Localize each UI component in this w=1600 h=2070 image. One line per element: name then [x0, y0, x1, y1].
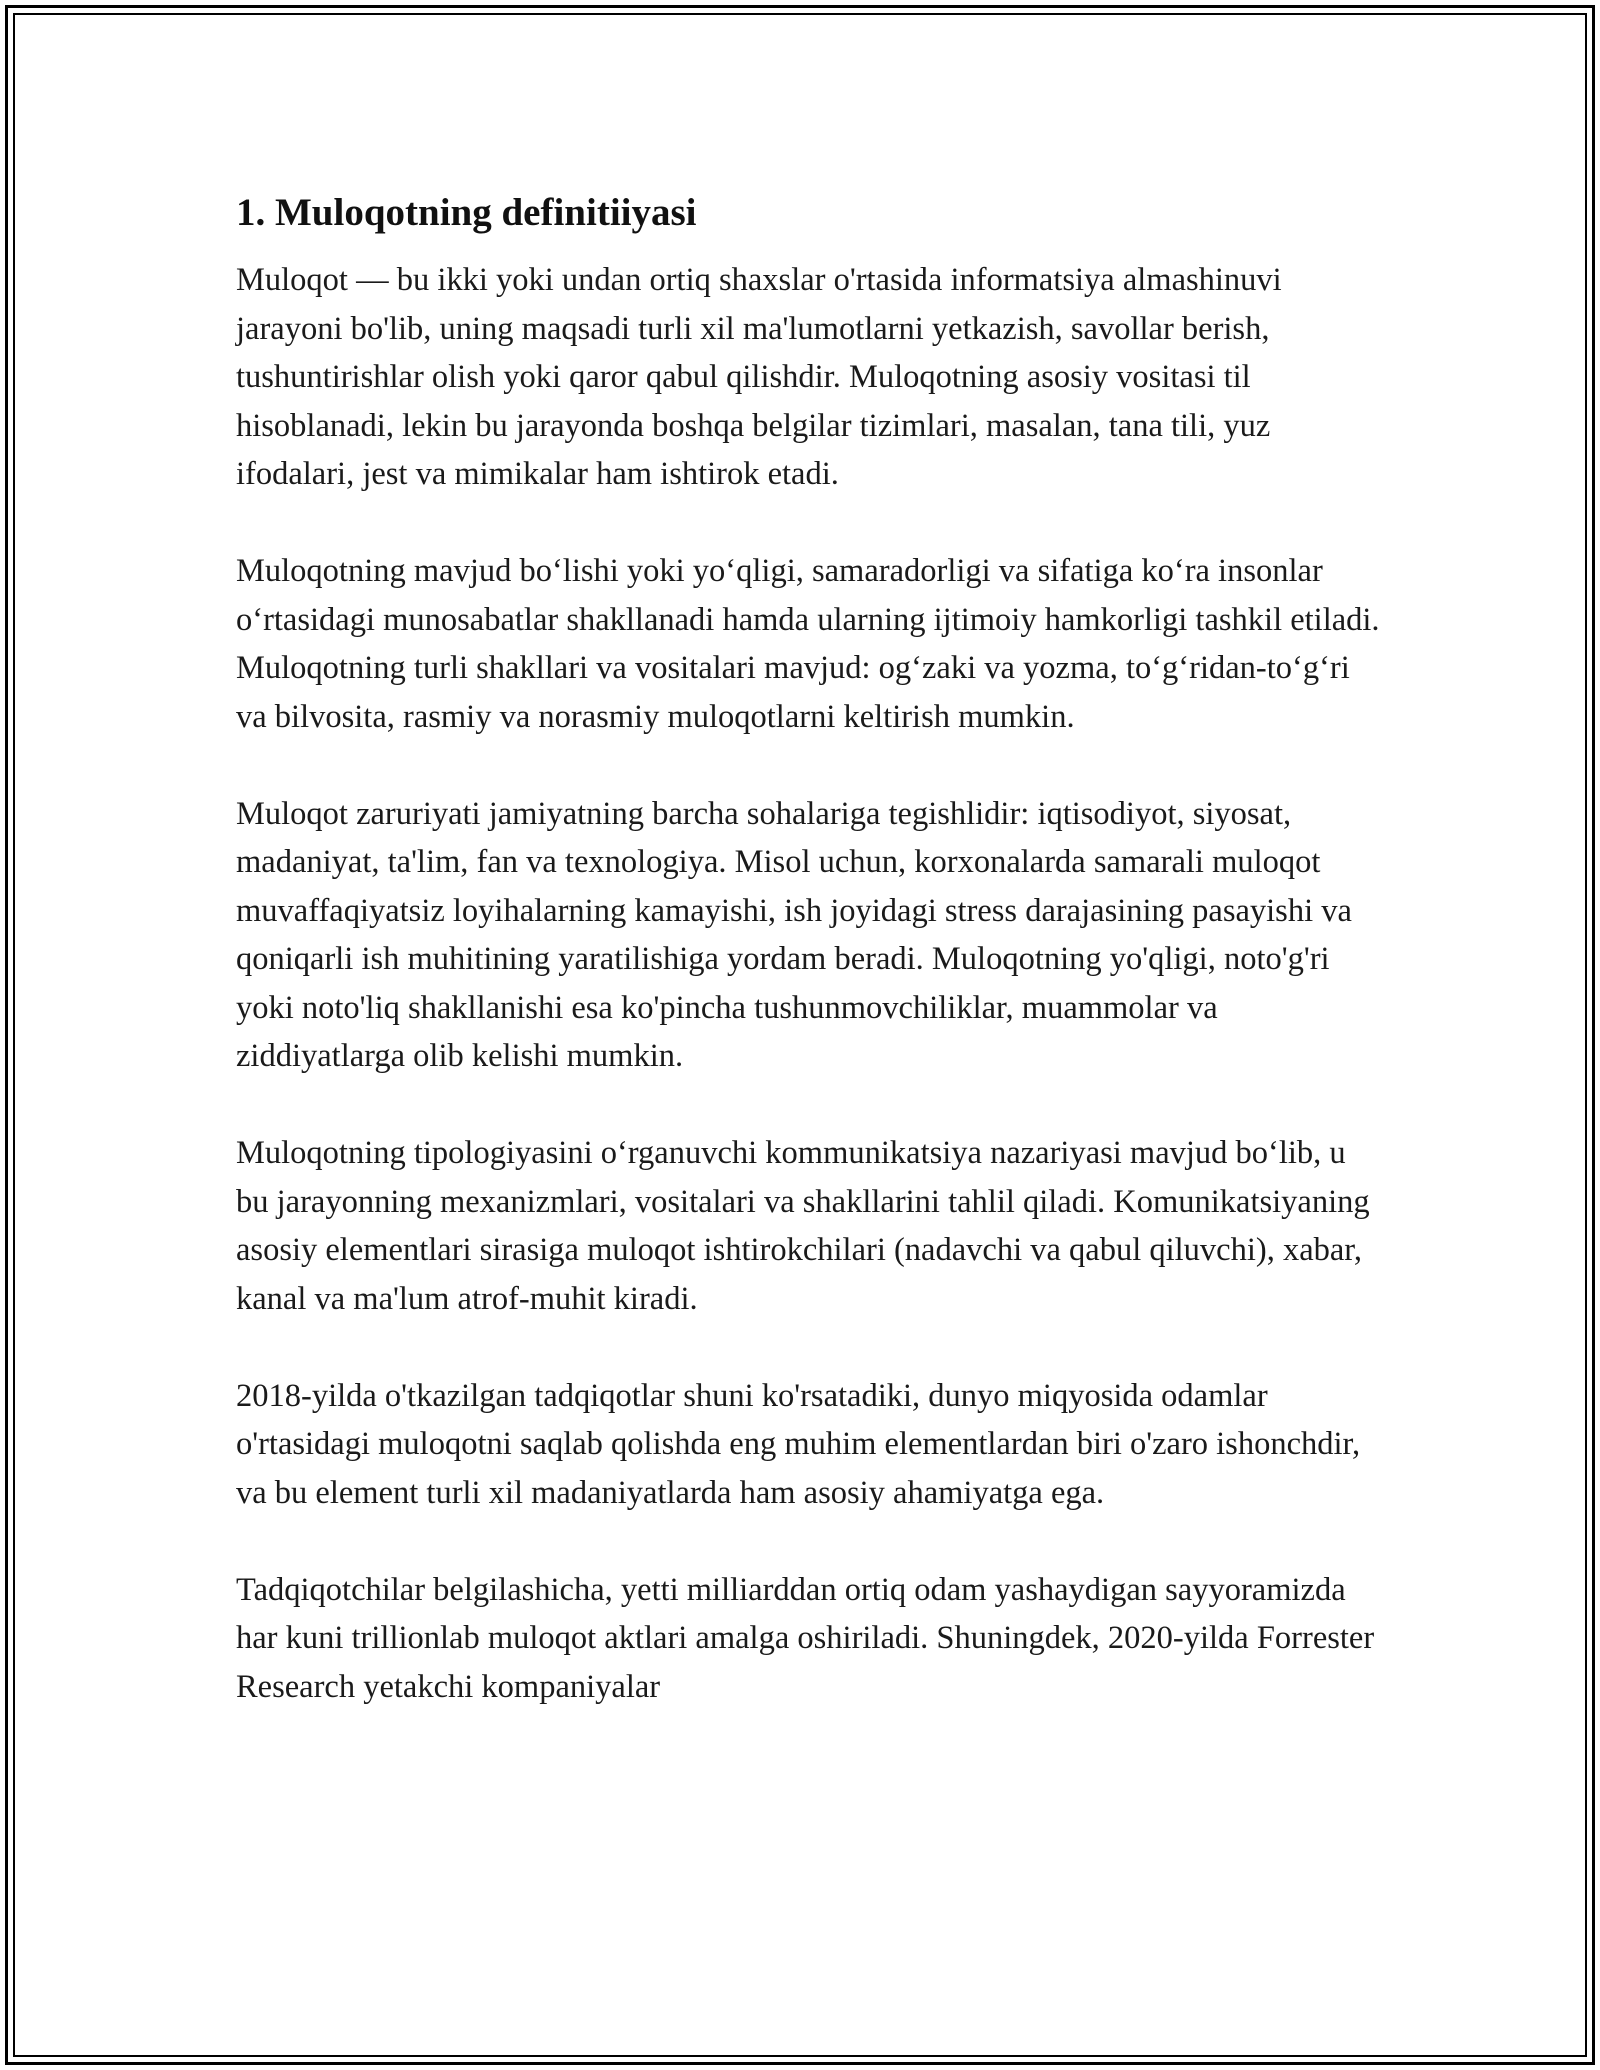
document-body — [236, 184, 1386, 1760]
paragraph-theory: Muloqotning tipologiyasini o‘rganuvchi kommunikatsiya nazariyasi mavjud bo‘lib, u bu jarayonning mexanizmlari, vositalari va shakllarini tahlil qiladi. Komunikatsiyaning asosiy elementlari sirasiga muloqot ishtirokchilari (nadavchi va qabul qiluvchi), xabar, kanal va ma'lum atrof-muhit kiradi. — [236, 1135, 1370, 1317]
paragraph-research-2018: 2018-yilda o'tkazilgan tadqiqotlar shuni ko'rsatadiki, dunyo miqyosida odamlar o'rtasidagi muloqotni saqlab qolishda eng muhim elementlardan biri o'zaro ishonchdir, va bu element turli xil madaniyatlarda ham asosiy ahamiyatga ega. — [236, 1377, 1361, 1511]
paragraph-definition: Muloqot — bu ikki yoki undan ortiq shaxslar o'rtasida informatsiya almashinuvi jarayoni bo'lib, uning maqsadi turli xil ma'lumotlarni yetkazish, savollar berish, tushuntirishlar olish yoki qaror qabul qilishdir. Muloqotning asosiy vositasi til hisoblanadi, lekin bu jarayonda boshqa belgilar tizimlari, masalan, tana tili, yuz ifodalari, jest va mimikalar ham ishtirok etadi. — [236, 262, 1282, 492]
section-heading: 1. Muloqotning definitiiyasi — [236, 191, 697, 234]
paragraph-research-2020: Tadqiqotchilar belgilashicha, yetti milliarddan ortiq odam yashaydigan sayyoramizda har kuni trillionlab muloqot aktlari amalga oshiriladi. Shuningdek, 2020-yilda Forrester Research yetakchi kompaniyalar — [236, 1571, 1375, 1705]
paragraph-relations: Muloqotning mavjud bo‘lishi yoki yo‘qligi, samaradorligi va sifatiga ko‘ra insonlar o‘rtasidagi munosabatlar shakllanadi hamda ularning ijtimoiy hamkorligi tashkil etiladi. Muloqotning turli shakllari va vositalari mavjud: og‘zaki va yozma, to‘g‘ridan-to‘g‘ri va bilvosita, rasmiy va norasmiy muloqotlarni keltirish mumkin. — [236, 553, 1380, 735]
paragraph-necessity: Muloqot zaruriyati jamiyatning barcha sohalariga tegishlidir: iqtisodiyot, siyosat, madaniyat, ta'lim, fan va texnologiya. Misol uchun, korxonalarda samarali muloqot muvaffaqiyatsiz loyihalarning kamayishi, ish joyidagi stress darajasining pasayishi va qoniqarli ish muhitining yaratilishiga yordam beradi. Muloqotning yo'qligi, noto'g'ri yoki noto'liq shakllanishi esa ko'pincha tushunmovchiliklar, muammolar va ziddiyatlarga olib kelishi mumkin. — [236, 795, 1352, 1074]
